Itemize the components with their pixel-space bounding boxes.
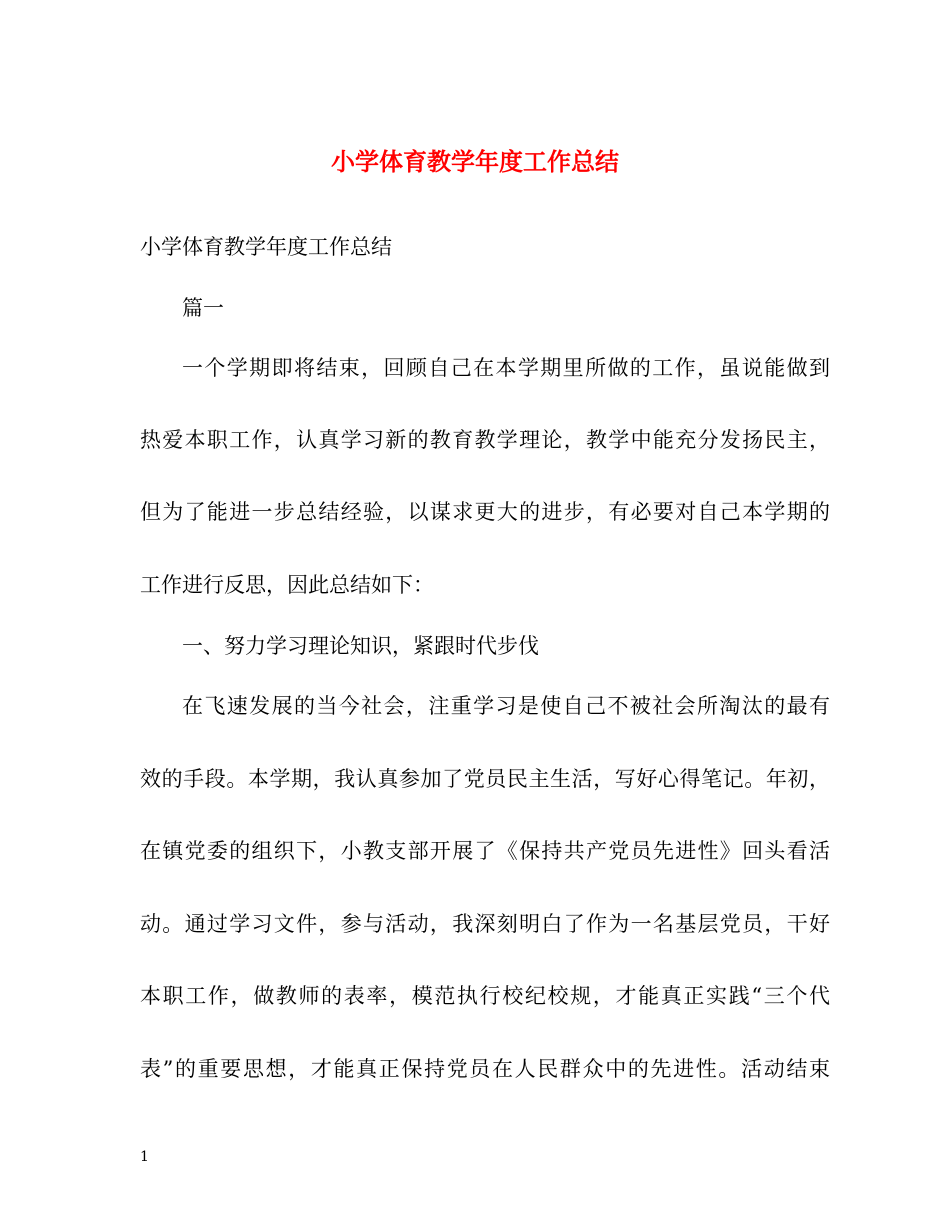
paragraph-line: 表”的重要思想，才能真正保持党员在人民群众中的先进性。活动结束 <box>140 1057 830 1081</box>
document-title: 小学体育教学年度工作总结 <box>331 147 619 176</box>
section-label: 篇一 <box>182 296 224 320</box>
paragraph-line: 本职工作，做教师的表率，模范执行校纪校规，才能真正实践“三个代 <box>140 984 830 1008</box>
page-number: 1 <box>140 1149 149 1165</box>
paragraph-line: 工作进行反思，因此总结如下： <box>140 573 434 597</box>
paragraph-line: 效的手段。本学期，我认真参加了党员民主生活，写好心得笔记。年初， <box>140 767 830 791</box>
paragraph-line: 一个学期即将结束，回顾自己在本学期里所做的工作，虽说能做到 <box>182 356 830 380</box>
paragraph-line: 热爱本职工作，认真学习新的教育教学理论，教学中能充分发扬民主， <box>140 428 830 452</box>
subtitle-line: 小学体育教学年度工作总结 <box>140 235 392 259</box>
paragraph-line: 但为了能进一步总结经验，以谋求更大的进步，有必要对自己本学期的 <box>140 500 830 524</box>
paragraph-line: 在镇党委的组织下，小教支部开展了《保持共产党员先进性》回头看活 <box>140 839 830 863</box>
paragraph-line: 动。通过学习文件，参与活动，我深刻明白了作为一名基层党员，干好 <box>140 912 830 936</box>
paragraph-line: 在飞速发展的当今社会，注重学习是使自己不被社会所淘汰的最有 <box>182 694 830 718</box>
section-heading: 一、努力学习理论知识，紧跟时代步伐 <box>182 634 539 658</box>
